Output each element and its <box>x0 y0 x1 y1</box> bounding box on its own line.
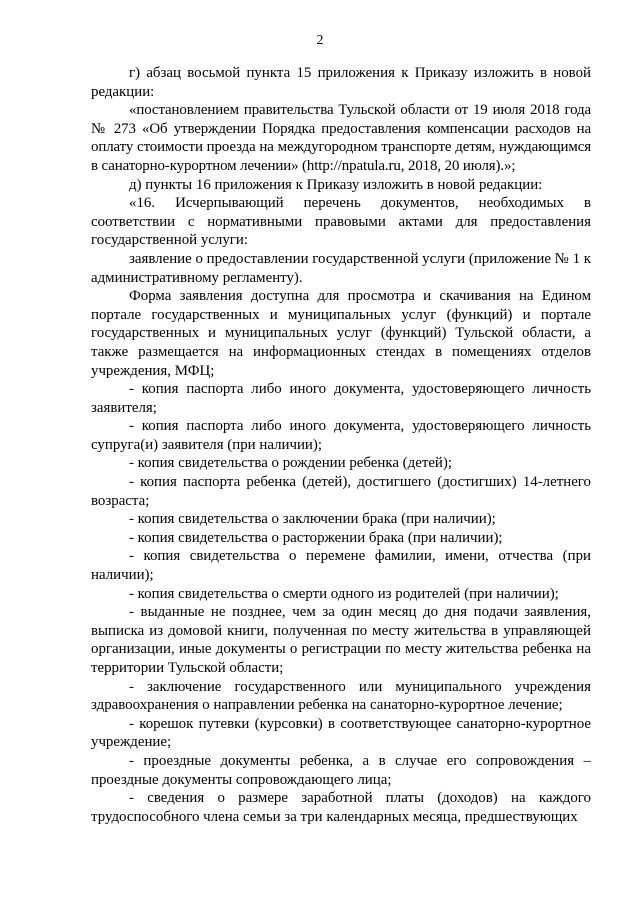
list-item-name-change-certificate: - копия свидетельства о перемене фамилии, имени, отчества (при наличии); <box>91 548 591 584</box>
list-item-spouse-passport: - копия паспорта либо иного документа, удостоверяющего личность супруга(и) заявителя (при наличии); <box>91 418 591 453</box>
list-item-birth-certificate: - копия свидетельства о рождении ребенка (детей); <box>129 455 452 472</box>
list-item-child-passport: - копия паспорта ребенка (детей), достигшего (достигших) 14-летнего возраста; <box>91 474 591 509</box>
paragraph-item-16: «16. Исчерпывающий перечень документов, необходимых в соответствии с нормативными правовыми актами для предоставления государственной услуги: <box>91 195 591 249</box>
list-item-income-info: - сведения о размере заработной платы (доходов) на каждого трудоспособного члена семьи за три календарных месяца, предшествующих <box>91 790 591 825</box>
paragraph-amendment-g: г) абзац восьмой пункта 15 приложения к Приказу изложить в новой редакции: <box>91 65 591 100</box>
paragraph-resolution-quote: «постановлением правительства Тульской области от 19 июля 2018 года № 273 «Об утверждении Порядка предоставления компенсации расходов на оплату стоимости проезда на междугородном транспорте детям, нуждающимся в санаторно-курортном лечении» (http://npatula.ru, 2018, 20 июля).»; <box>91 102 591 174</box>
page-number: 2 <box>316 33 324 48</box>
list-item-divorce-certificate: - копия свидетельства о расторжении брака (при наличии); <box>129 529 503 546</box>
document-body <box>91 64 591 826</box>
paragraph-amendment-d: д) пункты 16 приложения к Приказу изложить в новой редакции: <box>129 176 543 193</box>
list-item-travel-documents: - проездные документы ребенка, а в случае его сопровождения – проездные документы сопровождающего лица; <box>91 752 591 788</box>
list-item-voucher-stub: - корешок путевки (курсовки) в соответствующее санаторно-курортное учреждение; <box>91 715 591 751</box>
list-item-applicant-passport: - копия паспорта либо иного документа, удостоверяющего личность заявителя; <box>91 381 591 416</box>
list-item-residence-extract: - выданные не позднее, чем за один месяц до дня подачи заявления, выписка из домовой книги, полученная по месту жительства в управляющей организации, иные документы о регистрации по месту жительства ребенка на территории Тульской области; <box>91 604 591 676</box>
paragraph-application: заявление о предоставлении государственной услуги (приложение № 1 к административному регламенту). <box>91 250 592 286</box>
list-item-medical-conclusion: - заключение государственного или муниципального учреждения здравоохранения о направлении ребенка на санаторно-курортное лечение; <box>91 678 591 714</box>
paragraph-form-availability: Форма заявления доступна для просмотра и скачивания на Едином портале государственных и муниципальных услуг (функций) и портале государственных и муниципальных услуг (функций) Тульской области, а также размещается на информационных стендах в помещениях отделов учреждения, МФЦ; <box>91 288 591 379</box>
list-item-death-certificate: - копия свидетельства о смерти одного из родителей (при наличии); <box>129 585 559 602</box>
list-item-marriage-certificate: - копия свидетельства о заключении брака (при наличии); <box>129 511 496 528</box>
